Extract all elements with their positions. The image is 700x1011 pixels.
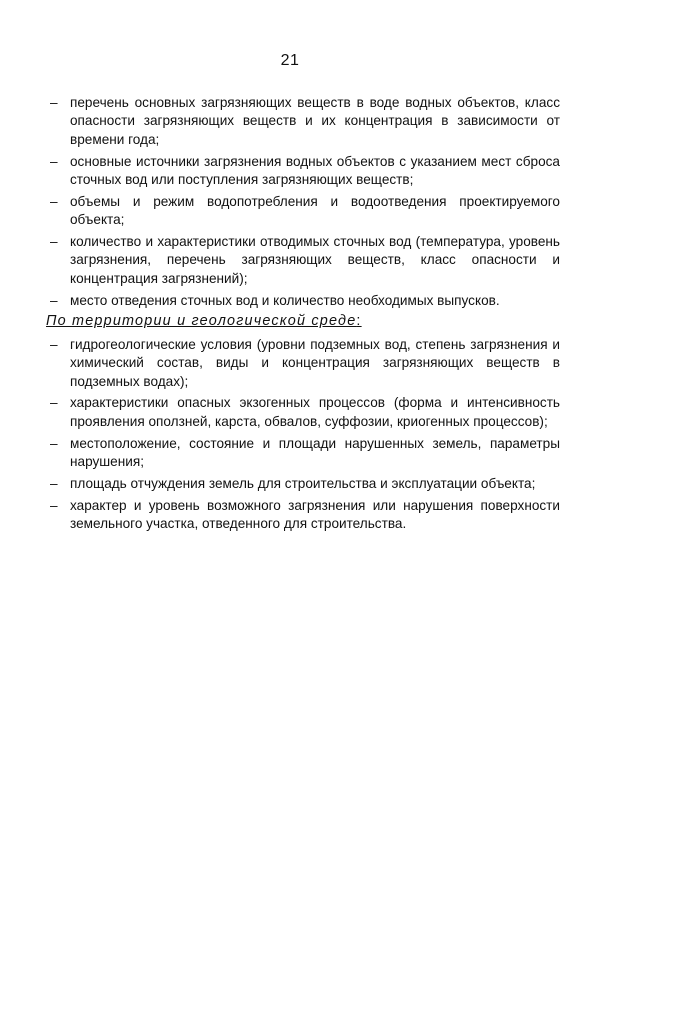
dash-bullet: –: [50, 497, 58, 513]
list-item: [46, 394, 560, 431]
section-heading-colon: :: [356, 313, 362, 330]
list-item: [46, 475, 560, 493]
list-item-text: количество и характеристики отводимых сточных вод (температура, уровень загрязнения, перечень загрязняющих веществ, класс опасности и концентрация загрязнений);: [70, 234, 560, 286]
list-item: [46, 94, 560, 149]
dash-bullet: –: [50, 475, 58, 491]
document-body: [46, 94, 560, 537]
section-heading-text: По территории и геологической среде: [46, 313, 357, 330]
dash-bullet: –: [50, 435, 58, 451]
list-item: [46, 497, 560, 534]
section-heading: [46, 312, 560, 330]
dash-bullet: –: [50, 292, 58, 308]
list-item-text: объемы и режим водопотребления и водоотведения проектируемого объекта;: [70, 193, 560, 228]
dash-bullet: –: [50, 95, 58, 110]
dash-bullet: –: [50, 234, 58, 250]
list-item: [46, 153, 560, 190]
water-objects-list: [46, 94, 560, 310]
list-item-text: основные источники загрязнения водных объектов с указанием мест сброса сточных вод или поступления загрязняющих веществ;: [70, 153, 560, 188]
territory-geology-list: [46, 336, 560, 534]
list-item-text: характеристики опасных экзогенных процессов (форма и интенсивность проявления оползней, карста, обвалов, суффозии, криогенных процессов);: [70, 395, 560, 429]
list-item-text: перечень основных загрязняющих веществ в воде водных объектов, класс опасности загрязняющих веществ и их концентрация в зависимости от времени года;: [70, 95, 560, 147]
dash-bullet: –: [50, 336, 58, 352]
list-item: [46, 193, 560, 230]
page-number: 21: [280, 52, 300, 69]
dash-bullet: –: [50, 395, 58, 411]
list-item: [46, 435, 560, 472]
dash-bullet: –: [50, 153, 58, 169]
list-item-text: местоположение, состояние и площади нарушенных земель, параметры нарушения;: [70, 435, 560, 470]
list-item-text: площадь отчуждения земель для строительства и эксплуатации объекта;: [70, 475, 536, 491]
list-item: [46, 292, 560, 310]
list-item-text: характер и уровень возможного загрязнения или нарушения поверхности земельного участка, отведенного для строительства.: [70, 497, 560, 532]
list-item: [46, 336, 560, 391]
list-item: [46, 233, 560, 288]
list-item-text: место отведения сточных вод и количество необходимых выпусков.: [70, 292, 500, 308]
list-item-text: гидрогеологические условия (уровни подземных вод, степень загрязнения и химический состав, виды и концентрация загрязняющих веществ в подземных водах);: [70, 336, 560, 389]
dash-bullet: –: [50, 193, 58, 209]
